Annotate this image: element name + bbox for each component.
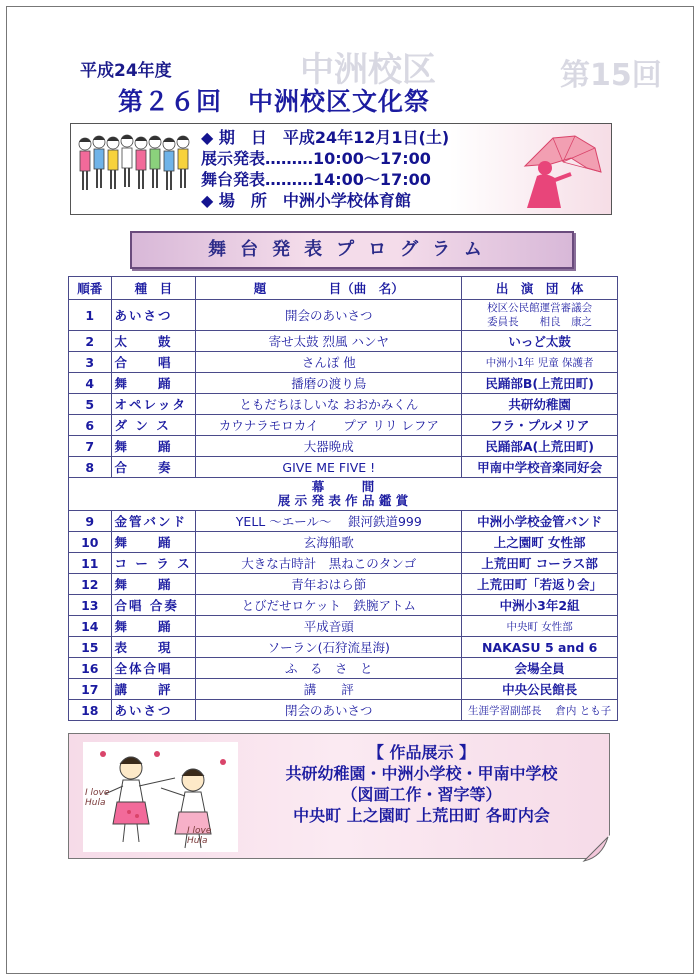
fiscal-year-label: 平成24年度	[80, 61, 172, 81]
table-row	[69, 300, 618, 331]
row-performer: フラ・プルメリア	[462, 415, 618, 436]
table-row	[69, 595, 618, 616]
row-category: コ ー ラ ス	[111, 553, 196, 574]
table-row	[69, 457, 618, 478]
row-title: 平成音頭	[196, 616, 462, 637]
row-performer: 民踊部B(上荒田町)	[462, 373, 618, 394]
row-category: 舞 踊	[111, 574, 196, 595]
row-performer: 中洲小学校金管バンド	[462, 511, 618, 532]
row-no: 18	[69, 700, 112, 721]
exhibit-time-line: 展示発表………10:00～17:00	[201, 149, 431, 168]
row-title: ソーラン(石狩流星海)	[196, 637, 462, 658]
row-no: 12	[69, 574, 112, 595]
row-performer: 中洲小1年 児童 保護者	[462, 352, 618, 373]
row-performer: 民踊部A(上荒田町)	[462, 436, 618, 457]
row-title: 寄せ太鼓 烈風 ハンヤ	[196, 331, 462, 352]
row-category: 表 現	[111, 637, 196, 658]
table-row	[69, 415, 618, 436]
exhibit-line-2: （図画工作・習字等）	[341, 785, 502, 804]
row-category: 合 唱	[111, 352, 196, 373]
hula-label-2: I love Hula	[187, 826, 212, 846]
row-performer: 共研幼稚園	[462, 394, 618, 415]
exhibit-line-3: 中央町 上之園町 上荒田町 各町内会	[293, 806, 550, 825]
row-title: 大器晩成	[196, 436, 462, 457]
exhibit-text	[239, 742, 604, 826]
row-title: 播磨の渡り鳥	[196, 373, 462, 394]
row-title: 講 評	[196, 679, 462, 700]
program-banner: 舞台発表プログラム	[130, 231, 574, 269]
intermission-row	[69, 478, 618, 511]
stage-program-table	[68, 276, 618, 721]
row-category: 合唱 合奏	[111, 595, 196, 616]
row-no: 17	[69, 679, 112, 700]
table-row	[69, 331, 618, 352]
row-no: 8	[69, 457, 112, 478]
row-category: 舞 踊	[111, 373, 196, 394]
table-row	[69, 394, 618, 415]
row-title: さんぽ 他	[196, 352, 462, 373]
row-no: 5	[69, 394, 112, 415]
row-title: とびだせロケット 鉄腕アトム	[196, 595, 462, 616]
table-header-row	[69, 277, 618, 300]
table-row	[69, 616, 618, 637]
table-row	[69, 511, 618, 532]
row-performer: 校区公民館運営審議会 委員長 相良 康之	[462, 300, 618, 331]
row-performer: 上之園町 女性部	[462, 532, 618, 553]
row-category: 太 鼓	[111, 331, 196, 352]
row-category: オペレッタ	[111, 394, 196, 415]
row-title: ふ る さ と	[196, 658, 462, 679]
row-performer: 中洲小3年2組	[462, 595, 618, 616]
event-info-box	[70, 123, 612, 215]
intermission-label: 幕 間	[311, 479, 375, 494]
page-title: 第２６回 中洲校区文化祭	[118, 87, 431, 116]
header-no: 順番	[69, 277, 112, 300]
table-row	[69, 436, 618, 457]
row-category: ダ ン ス	[111, 415, 196, 436]
bleed-through-text: 中洲校区	[300, 50, 436, 90]
header-performer: 出 演 団 体	[462, 277, 618, 300]
row-performer: 生涯学習副部長 倉内 とも子	[462, 700, 618, 721]
row-no: 10	[69, 532, 112, 553]
intermission-cell	[69, 478, 618, 511]
row-title: 青年おはら節	[196, 574, 462, 595]
table-row	[69, 679, 618, 700]
row-performer: いっど太鼓	[462, 331, 618, 352]
row-title: 玄海船歌	[196, 532, 462, 553]
exhibit-box	[68, 733, 610, 859]
row-title: YELL ～エール～ 銀河鉄道999	[196, 511, 462, 532]
table-row	[69, 373, 618, 394]
row-no: 14	[69, 616, 112, 637]
table-row	[69, 700, 618, 721]
table-row	[69, 532, 618, 553]
row-performer: 甲南中学校音楽同好会	[462, 457, 618, 478]
page-curl-decoration	[582, 835, 610, 863]
row-no: 6	[69, 415, 112, 436]
row-category: あいさつ	[111, 700, 196, 721]
row-performer: NAKASU 5 and 6	[462, 637, 618, 658]
row-performer: 中央町 女性部	[462, 616, 618, 637]
row-title: カウナラモロカイ プア リリ レフア	[196, 415, 462, 436]
exhibit-line-1: 共研幼稚園・中洲小学校・甲南中学校	[285, 764, 558, 783]
exhibit-heading: 【 作品展示 】	[367, 743, 476, 762]
row-category: 舞 踊	[111, 532, 196, 553]
exhibit-viewing-label: 展 示 発 表 作 品 鑑 賞	[277, 493, 409, 508]
table-row	[69, 637, 618, 658]
table-row	[69, 658, 618, 679]
date-line: ◆ 期 日 平成24年12月1日(土)	[201, 128, 450, 147]
row-no: 11	[69, 553, 112, 574]
row-performer: 上荒田町「若返り会」	[462, 574, 618, 595]
place-line: ◆ 場 所 中洲小学校体育館	[201, 191, 411, 210]
row-category: 全体合唱	[111, 658, 196, 679]
row-no: 2	[69, 331, 112, 352]
row-performer: 上荒田町 コーラス部	[462, 553, 618, 574]
children-illustration	[75, 130, 193, 208]
row-no: 4	[69, 373, 112, 394]
row-no: 3	[69, 352, 112, 373]
row-category: 舞 踊	[111, 616, 196, 637]
event-info-text	[201, 127, 449, 211]
row-title: 大きな古時計 黒ねこのタンゴ	[196, 553, 462, 574]
table-row	[69, 352, 618, 373]
header-category: 種 目	[111, 277, 196, 300]
row-no: 13	[69, 595, 112, 616]
fan-dancer-illustration	[515, 128, 605, 210]
row-category: 講 評	[111, 679, 196, 700]
row-category: あいさつ	[111, 300, 196, 331]
row-category: 合 奏	[111, 457, 196, 478]
row-title: 閉会のあいさつ	[196, 700, 462, 721]
row-no: 1	[69, 300, 112, 331]
bleed-through-text: 第15回	[560, 58, 662, 93]
row-no: 16	[69, 658, 112, 679]
row-title: 開会のあいさつ	[196, 300, 462, 331]
row-category: 金管バンド	[111, 511, 196, 532]
row-performer: 中央公民館長	[462, 679, 618, 700]
table-row	[69, 574, 618, 595]
row-no: 7	[69, 436, 112, 457]
row-no: 15	[69, 637, 112, 658]
table-row	[69, 553, 618, 574]
header-title: 題 目（曲 名）	[196, 277, 462, 300]
row-title: ともだちほしいな おおかみくん	[196, 394, 462, 415]
row-category: 舞 踊	[111, 436, 196, 457]
row-no: 9	[69, 511, 112, 532]
row-title: GIVE ME FIVE !	[196, 457, 462, 478]
hula-label-1: I love Hula	[85, 788, 110, 808]
stage-time-line: 舞台発表………14:00～17:00	[201, 170, 431, 189]
row-performer: 会場全員	[462, 658, 618, 679]
